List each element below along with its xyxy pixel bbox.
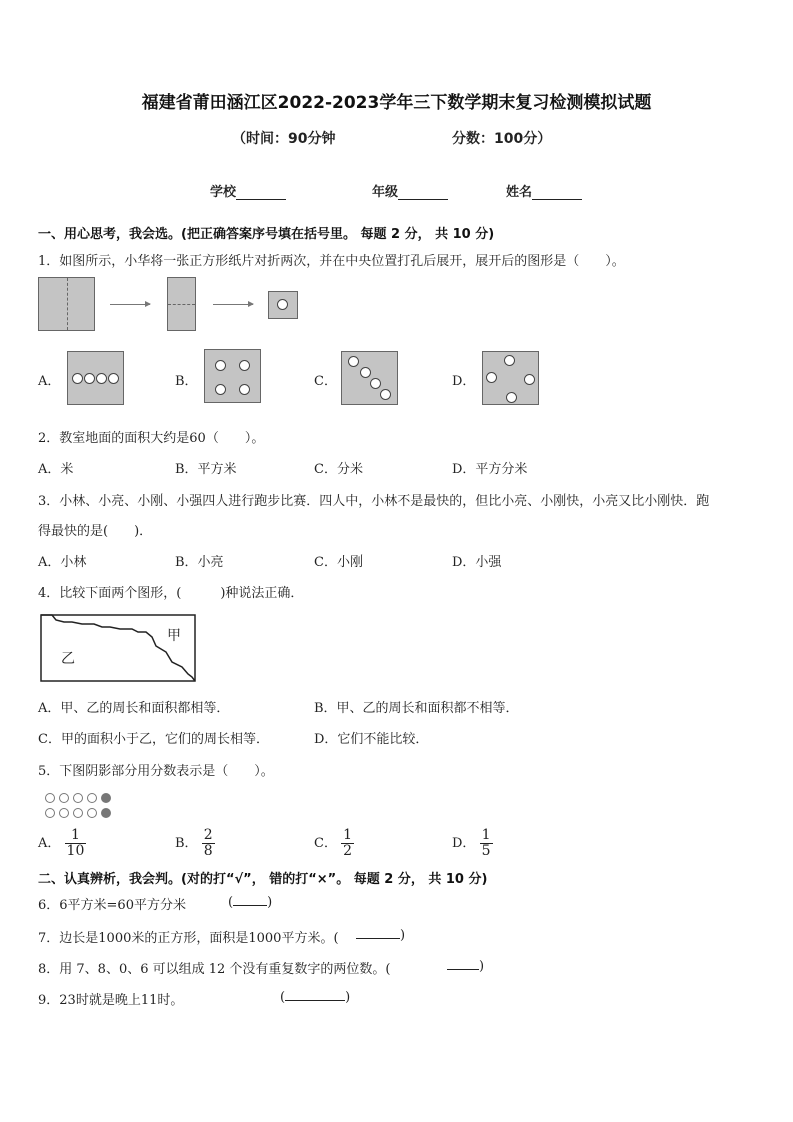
question-7-text: 7．边长是1000米的正方形，面积是1000平方米。( [38, 931, 339, 946]
circle-icon [73, 808, 83, 818]
q5-option-a-label: A． [38, 836, 61, 851]
q3-option-a[interactable]: A．小林 [38, 555, 87, 570]
q9-answer-blank[interactable]: ( ) [280, 990, 351, 1005]
school-field [210, 181, 286, 200]
paper-folded-twice [268, 291, 298, 319]
q1-option-d-label[interactable]: D． [452, 374, 476, 389]
circle-icon [45, 793, 55, 803]
school-blank[interactable] [236, 186, 286, 200]
arrow-right-icon [110, 304, 150, 305]
shaded-circle-icon [101, 793, 111, 803]
fraction [480, 828, 493, 859]
q8-answer-blank[interactable]: ) [447, 958, 484, 974]
question-1-text: 1．如图所示，小华将一张正方形纸片对折两次，并在中央位置打孔后展开，展开后的图形是（ ）。 [38, 254, 625, 269]
q5-option-b[interactable] [175, 828, 215, 859]
hole-icon [370, 378, 381, 389]
exam-time: （时间：90分钟 [232, 131, 336, 147]
hole-icon [348, 356, 359, 367]
hole-icon [506, 392, 517, 403]
hole-icon [380, 389, 391, 400]
q1-option-a-figure[interactable] [67, 351, 124, 405]
hole-icon [215, 360, 226, 371]
q5-option-d-label: D． [452, 836, 476, 851]
hole-icon [72, 373, 83, 384]
question-6-text: 6．6平方米=60平方分米 [38, 898, 186, 913]
q6-answer-blank[interactable]: ( ) [228, 895, 273, 910]
question-4-text: 4．比较下面两个图形，( )种说法正确． [38, 586, 304, 601]
q1-option-b-figure[interactable] [204, 349, 261, 403]
name-field [506, 181, 582, 200]
circle-icon [59, 808, 69, 818]
grade-blank[interactable] [398, 186, 448, 200]
q3-option-c[interactable]: C．小刚 [314, 555, 363, 570]
circle-icon [87, 793, 97, 803]
hole-icon [84, 373, 95, 384]
hole-icon [239, 360, 250, 371]
hole-icon [215, 384, 226, 395]
q1-option-a-label[interactable]: A． [38, 374, 61, 389]
fraction [341, 828, 354, 859]
q4-option-a[interactable]: A．甲、乙的周长和面积都相等． [38, 701, 230, 716]
q2-option-a[interactable]: A．米 [38, 462, 74, 477]
q3-option-d[interactable]: D．小强 [452, 555, 502, 570]
q5-option-d[interactable] [452, 828, 493, 859]
q5-option-c[interactable] [314, 828, 354, 859]
q2-option-d[interactable]: D．平方分米 [452, 462, 528, 477]
paper-square-unfolded [38, 277, 95, 331]
q5-option-c-label: C． [314, 836, 337, 851]
arrow-right-icon [213, 304, 253, 305]
hole-icon [239, 384, 250, 395]
circle-icon [87, 808, 97, 818]
q4-option-c[interactable]: C．甲的面积小于乙，它们的周长相等． [38, 732, 269, 747]
question-3-text-line1: 3．小林、小亮、小刚、小强四人进行跑步比赛．四人中，小林不是最快的，但比小亮、小刚快，小亮又比小刚快．跑 [38, 494, 710, 509]
exam-score: 分数：100分） [452, 131, 552, 147]
fraction [65, 828, 87, 859]
grade-field [372, 181, 448, 200]
numerator: 1 [481, 827, 491, 843]
q5-option-b-label: B． [175, 836, 198, 851]
q1-option-c-label[interactable]: C． [314, 374, 337, 389]
numerator: 1 [65, 828, 87, 844]
section-2-title: 二、认真辨析，我会判。(对的打“√”， 错的打“×”。 每题 2 分， 共 10 分) [38, 872, 488, 887]
section-1-title: 一、用心思考，我会选。(把正确答案序号填在括号里。 每题 2 分， 共 10 分) [38, 227, 495, 242]
q4-option-d[interactable]: D．它们不能比较． [314, 732, 429, 747]
punched-hole-icon [277, 299, 288, 310]
numerator: 1 [343, 827, 353, 843]
hole-icon [108, 373, 119, 384]
hole-icon [360, 367, 371, 378]
q5-option-a[interactable] [38, 828, 86, 859]
hole-icon [524, 374, 535, 385]
q2-option-c[interactable]: C．分米 [314, 462, 363, 477]
grade-label: 年级 [372, 185, 399, 200]
q1-option-d-figure[interactable] [482, 351, 539, 405]
fraction [202, 828, 215, 859]
q2-option-b[interactable]: B．平方米 [175, 462, 237, 477]
q3-option-b[interactable]: B．小亮 [175, 555, 224, 570]
paper-folded-once [167, 277, 196, 331]
denominator: 8 [203, 843, 213, 859]
denominator: 2 [343, 843, 353, 859]
hole-icon [96, 373, 107, 384]
shape-jia-label: 甲 [167, 628, 181, 644]
question-3-text-line2: 得最快的是( )． [38, 524, 153, 539]
q4-option-b[interactable]: B．甲、乙的周长和面积都不相等． [314, 701, 519, 716]
page-title: 福建省莆田涵江区2022-2023学年三下数学期末复习检测模拟试题 [141, 93, 652, 113]
shape-yi-label: 乙 [61, 651, 75, 667]
q1-option-c-figure[interactable] [341, 351, 398, 405]
shaded-circle-icon [101, 808, 111, 818]
circle-icon [59, 793, 69, 803]
name-blank[interactable] [532, 186, 582, 200]
school-label: 学校 [210, 185, 237, 200]
circle-icon [45, 808, 55, 818]
question-8-text: 8．用 7、8、0、6 可以组成 12 个没有重复数字的两位数。( [38, 962, 391, 977]
circle-icon [73, 793, 83, 803]
numerator: 2 [203, 827, 213, 843]
denominator: 10 [66, 843, 85, 859]
question-2-text: 2．教室地面的面积大约是60（ ）。 [38, 431, 265, 446]
q1-option-b-label[interactable]: B． [175, 374, 198, 389]
hole-icon [504, 355, 515, 366]
denominator: 5 [481, 843, 491, 859]
q7-answer-blank[interactable]: ) [356, 927, 405, 943]
question-9-text: 9．23时就是晚上11时。 [38, 993, 184, 1008]
question-5-text: 5．下图阴影部分用分数表示是（ ）。 [38, 764, 274, 779]
name-label: 姓名 [506, 185, 533, 200]
hole-icon [486, 372, 497, 383]
